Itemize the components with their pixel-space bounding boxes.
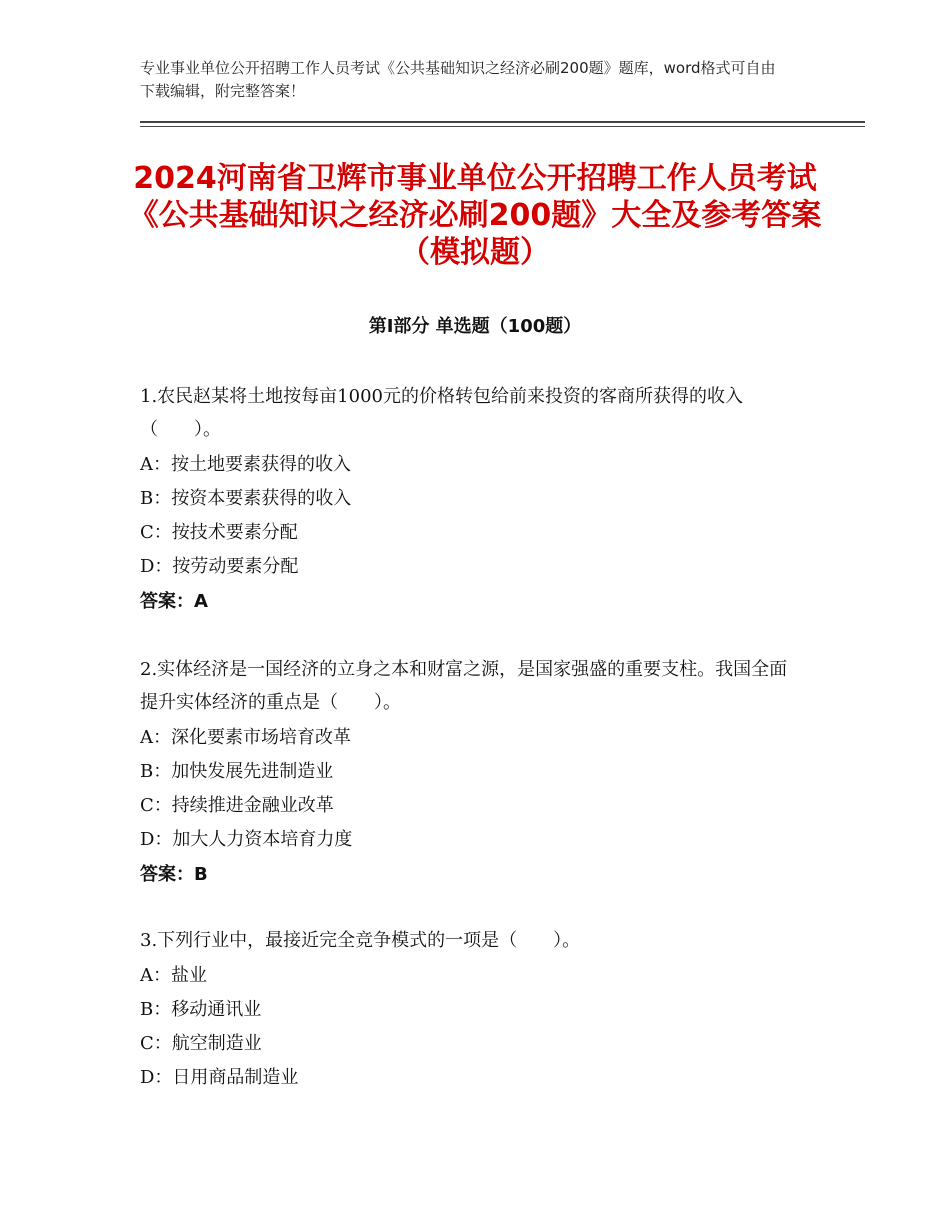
option-a: A：盐业 <box>140 965 207 986</box>
section-title: 第Ⅰ部分 单选题（100题） <box>368 316 582 337</box>
option-c: C：航空制造业 <box>140 1033 262 1054</box>
option-d: D：日用商品制造业 <box>140 1067 299 1088</box>
option-a: A：深化要素市场培育改革 <box>140 727 351 748</box>
header-rule-thick <box>140 121 865 123</box>
option-b: B：移动通讯业 <box>140 999 262 1020</box>
option-d: D：加大人力资本培育力度 <box>140 829 353 850</box>
question-2 <box>140 653 805 892</box>
option-c: C：持续推进金融业改革 <box>140 795 334 816</box>
option-b: B：按资本要素获得的收入 <box>140 488 352 509</box>
question-1 <box>140 380 805 619</box>
question-stem: 1.农民赵某将土地按每亩1000元的价格转包给前来投资的客商所获得的收入（ ）。 <box>140 386 743 440</box>
option-d: D：按劳动要素分配 <box>140 556 299 577</box>
answer-label: 答案：B <box>140 864 208 885</box>
answer-label: 答案：A <box>140 591 208 612</box>
question-stem: 3.下列行业中，最接近完全竞争模式的一项是（ ）。 <box>140 930 581 951</box>
question-stem: 2.实体经济是一国经济的立身之本和财富之源，是国家强盛的重要支柱。我国全面提升实体经济的重点是（ ）。 <box>140 659 788 713</box>
header-note: 专业事业单位公开招聘工作人员考试《公共基础知识之经济必刷200题》题库，word格式可自由下载编辑，附完整答案！ <box>140 59 776 100</box>
option-a: A：按土地要素获得的收入 <box>140 454 351 475</box>
document-title: 2024河南省卫辉市事业单位公开招聘工作人员考试《公共基础知识之经济必刷200题》大全及参考答案（模拟题） <box>128 161 822 270</box>
option-b: B：加快发展先进制造业 <box>140 761 334 782</box>
option-c: C：按技术要素分配 <box>140 522 298 543</box>
question-3 <box>140 924 805 1095</box>
header-rule-thin <box>140 126 865 127</box>
